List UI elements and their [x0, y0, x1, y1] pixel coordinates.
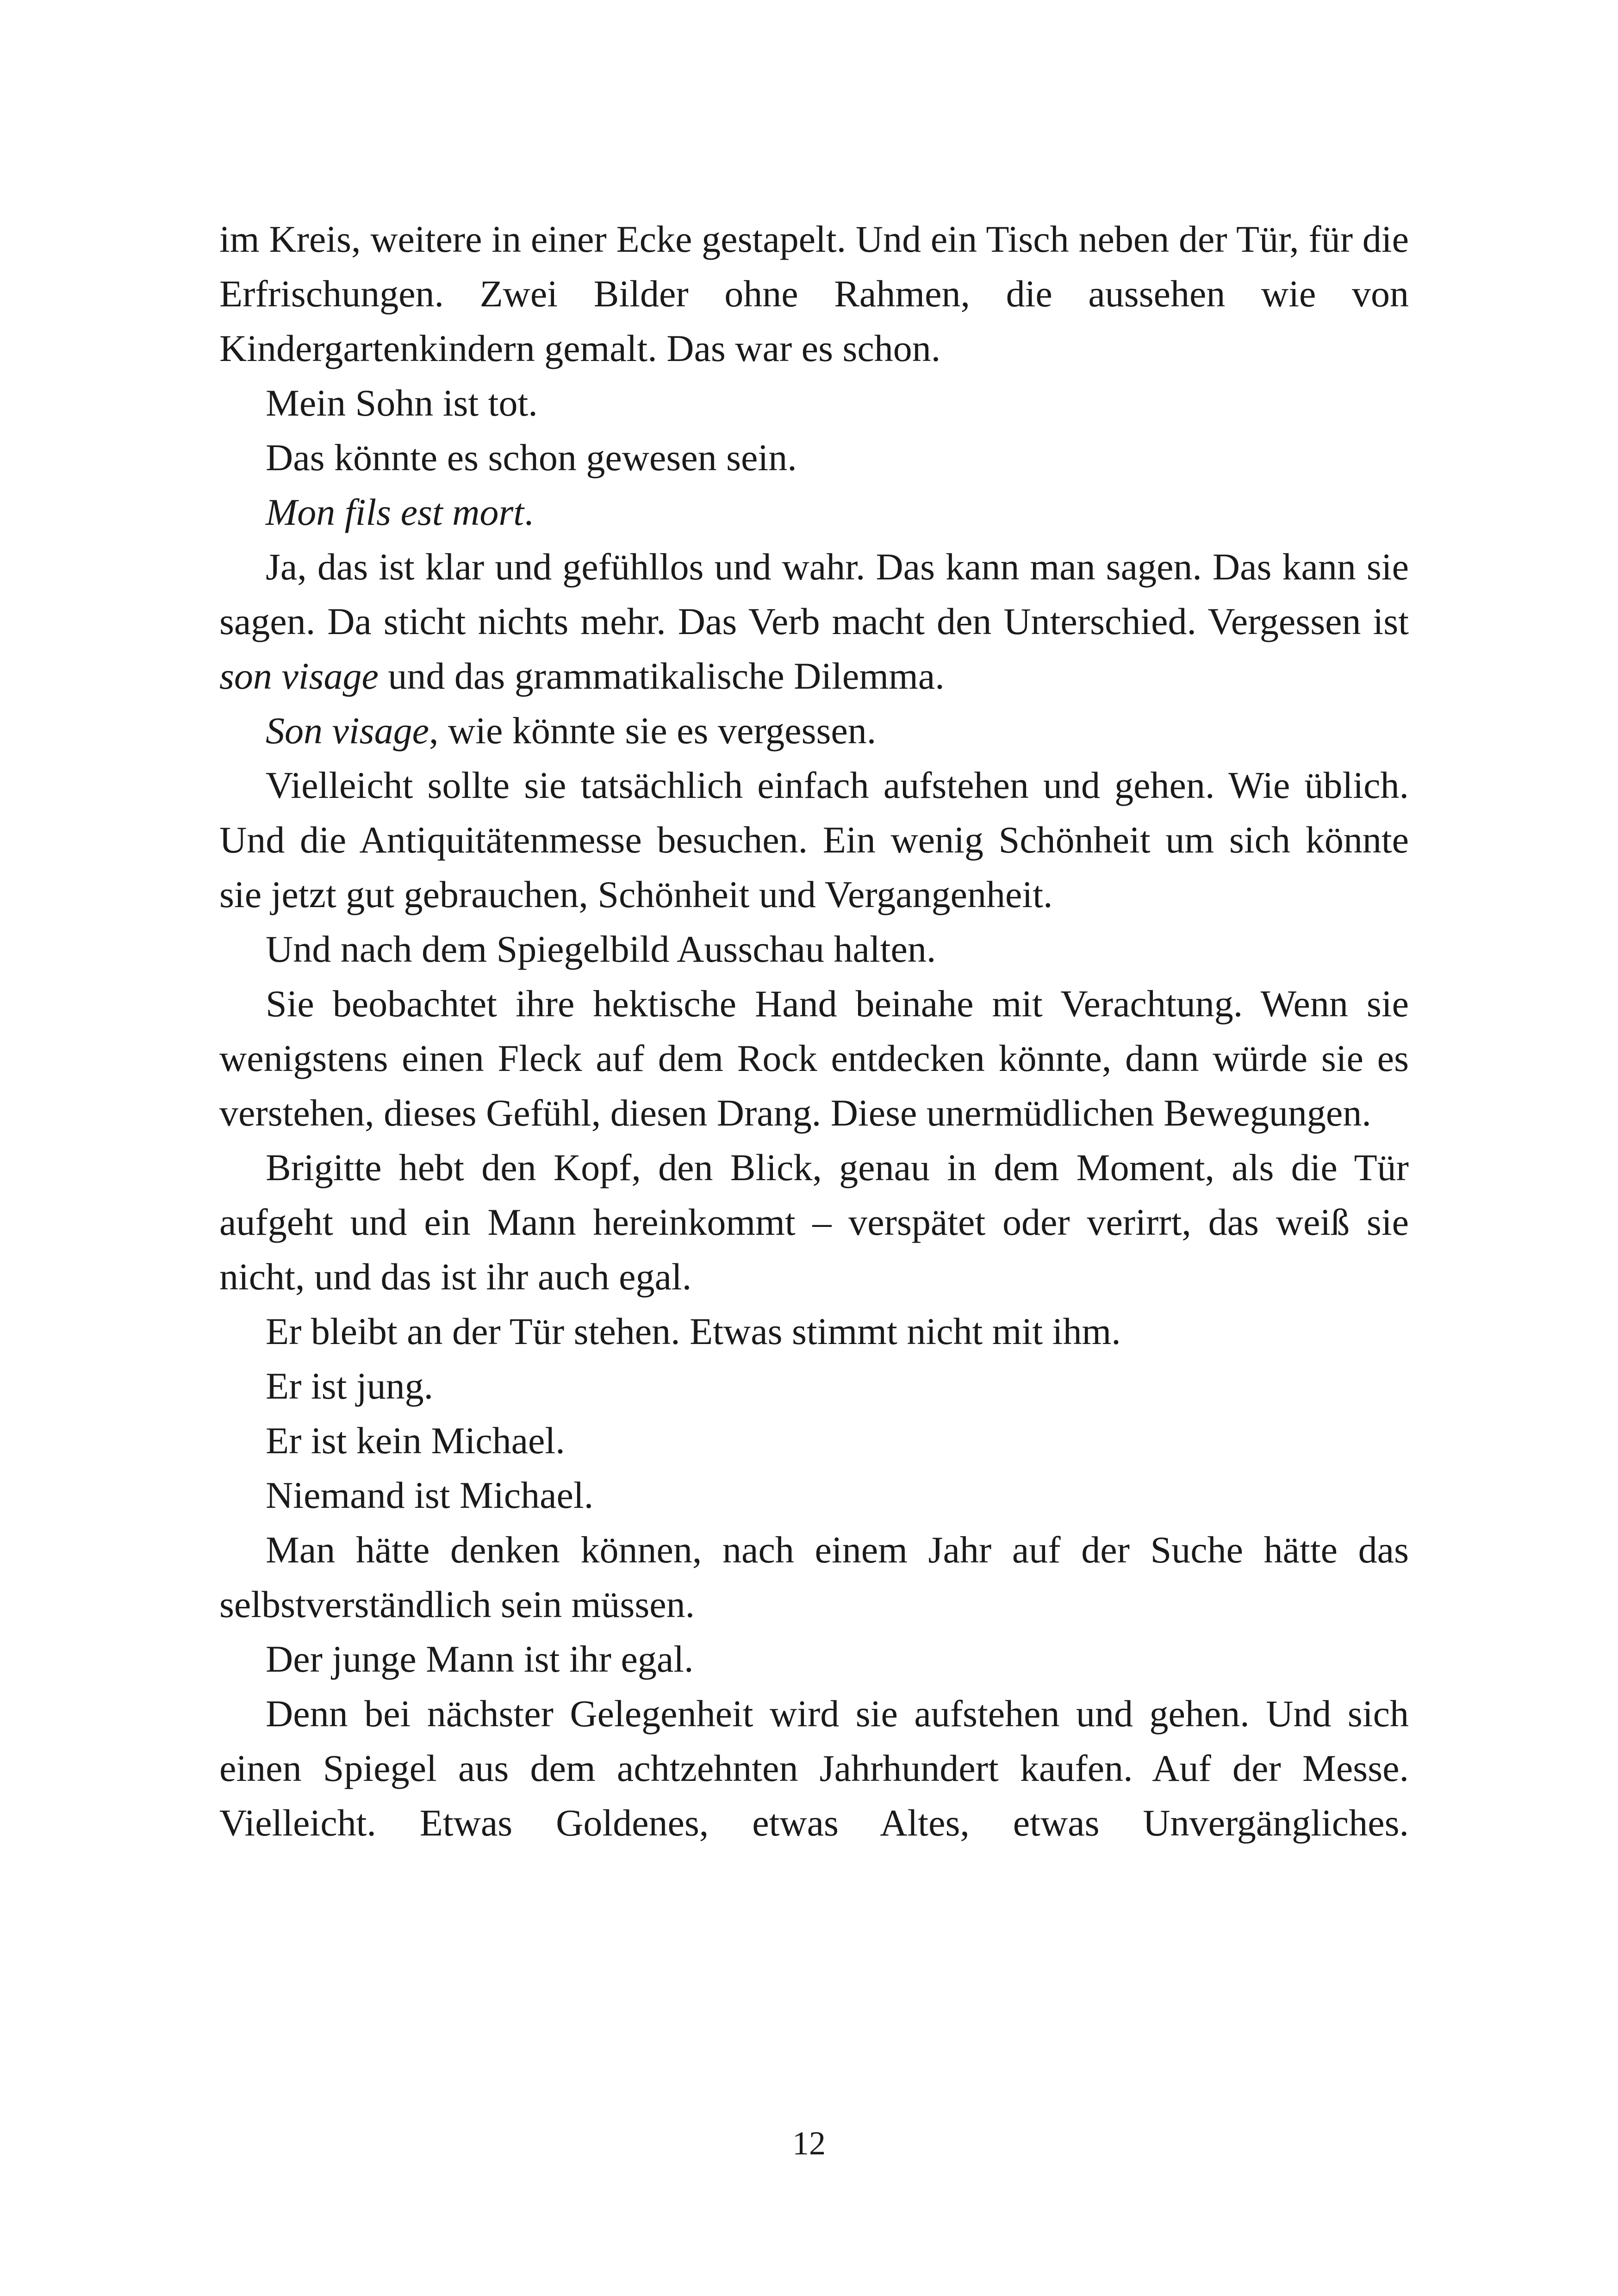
text-segment: im Kreis, weitere in einer Ecke gestapelt. Und ein Tisch neben der Tür, für die Erfrischungen. Zwei Bilder ohne Rahmen, die aussehen wie von Kindergartenkindern gemalt. Das war es schon.: [219, 218, 1409, 369]
paragraph: [219, 922, 1409, 977]
text-segment: und das grammatikalische Dilemma.: [378, 655, 945, 697]
text-segment: Sie beobachtet ihre hektische Hand beinahe mit Verachtung. Wenn sie wenigstens einen Fleck auf dem Rock entdecken könnte, dann würde sie es verstehen, dieses Gefühl, diesen Drang. Diese unermüdlichen Bewegungen.: [219, 983, 1409, 1134]
text-segment: Das könnte es schon gewesen sein.: [266, 436, 797, 479]
paragraph: [219, 758, 1409, 922]
italic-phrase: Son visage: [266, 709, 429, 752]
italic-phrase: son visage: [219, 655, 379, 697]
paragraph: [219, 212, 1409, 376]
text-segment: Niemand ist Michael.: [266, 1474, 594, 1516]
text-segment: Man hätte denken können, nach einem Jahr auf der Suche hätte das selbstverständlich sein müssen.: [219, 1529, 1409, 1625]
paragraph: [219, 977, 1409, 1140]
paragraph: [219, 1413, 1409, 1468]
paragraph: [219, 1359, 1409, 1413]
text-segment: Und nach dem Spiegelbild Ausschau halten.: [266, 928, 936, 970]
text-segment: , wie könnte sie es vergessen.: [429, 709, 877, 752]
text-segment: Denn bei nächster Gelegenheit wird sie aufstehen und gehen. Und sich einen Spiegel aus dem achtzehnten Jahrhundert kaufen. Auf der Messe. Vielleicht. Etwas Goldenes, etwas Altes, etwas Unvergängliches.: [219, 1692, 1409, 1844]
paragraph: [219, 1632, 1409, 1686]
paragraph: [219, 376, 1409, 430]
paragraph: [219, 1686, 1409, 1850]
paragraph: [219, 1304, 1409, 1359]
paragraph: [219, 703, 1409, 758]
text-segment: Ja, das ist klar und gefühllos und wahr. Das kann man sagen. Das kann sie sagen. Da sticht nichts mehr. Das Verb macht den Unterschied. Vergessen ist: [219, 546, 1409, 642]
text-segment: .: [524, 491, 534, 533]
text-segment: Mein Sohn ist tot.: [266, 382, 538, 424]
paragraph: [219, 430, 1409, 485]
paragraph: [219, 540, 1409, 703]
italic-phrase: Mon fils est mort: [266, 491, 524, 533]
text-segment: Er ist jung.: [266, 1365, 434, 1407]
paragraph: [219, 485, 1409, 540]
body-text: [219, 212, 1409, 1850]
page-number: 12: [792, 2125, 826, 2162]
text-segment: Brigitte hebt den Kopf, den Blick, genau in dem Moment, als die Tür aufgeht und ein Mann hereinkommt – verspätet oder verirrt, das weiß sie nicht, und das ist ihr auch egal.: [219, 1146, 1409, 1298]
text-segment: Er ist kein Michael.: [266, 1419, 565, 1462]
text-segment: Vielleicht sollte sie tatsächlich einfach aufstehen und gehen. Wie üblich. Und die Antiquitätenmesse besuchen. Ein wenig Schönheit um sich könnte sie jetzt gut gebrauchen, Schönheit und Vergangenheit.: [219, 764, 1409, 915]
paragraph: [219, 1468, 1409, 1523]
text-segment: Der junge Mann ist ihr egal.: [266, 1638, 694, 1680]
text-segment: Er bleibt an der Tür stehen. Etwas stimmt nicht mit ihm.: [266, 1310, 1121, 1352]
paragraph: [219, 1523, 1409, 1632]
paragraph: [219, 1140, 1409, 1304]
